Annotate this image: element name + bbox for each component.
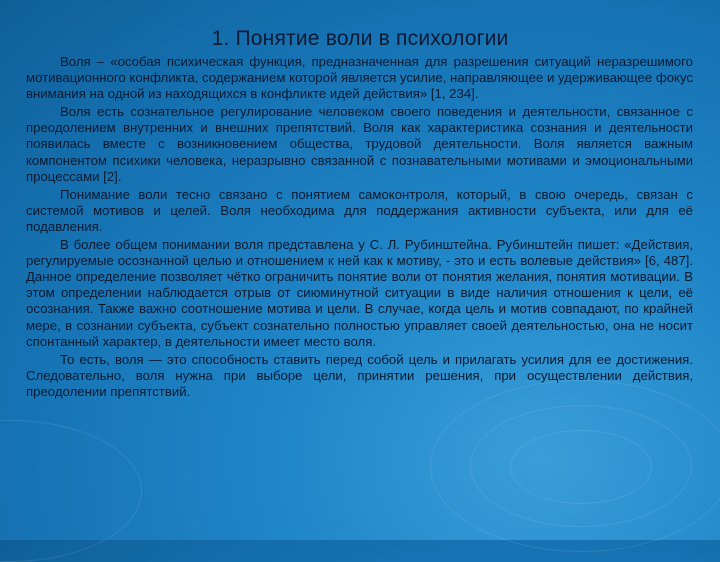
paragraph: Воля есть сознательное регулирование человеком своего поведения и деятельности, связанное с преодолением внутренних и внешних препятствий. Воля как характеристика сознания и деятельности появилась вместе с возникновением общества, трудовой деятельности. Воля является важным компонентом психики человека, неразрывно связанной с познавательными мотивами и эмоциональными процессами [2]. <box>26 104 693 184</box>
paragraph: Понимание воли тесно связано с понятием самоконтроля, который, в свою очередь, связан с системой мотивов и целей. Воля необходима для поддержания активности субъекта, или для её подавления. <box>26 186 693 234</box>
paragraph: То есть, воля — это способность ставить перед собой цель и прилагать усилия для ее достижения. Следовательно, воля нужна при выборе цели, принятии решения, при осуществлении действия, преодолении препятствий. <box>26 351 693 399</box>
slide-body <box>26 54 693 402</box>
background-ripple <box>510 430 652 504</box>
background-ripple <box>0 420 142 562</box>
paragraph: В более общем понимании воля представлена у С. Л. Рубинштейна. Рубинштейн пишет: «Действия, регулируемые осознанной целью и отношением к ней как к мотиву, - это и есть волевые действия» [6, 487]. Данное определение позволяет чётко ограничить понятие воли от понятия желания, понятия мотивации. В этом определении наблюдается отрыв от сиюминутной ситуации в виде наличия отношения к цели, её осознания. Также важно соотношение мотива и цели. В случае, когда цель и мотив совпадают, по крайней мере, в сознании субъекта, субъект сознательно полностью управляет своей деятельностью, она не носит спонтанный характер, в деятельности имеет место воля. <box>26 237 693 349</box>
slide-title: 1. Понятие воли в психологии <box>211 27 509 50</box>
paragraph: Воля – «особая психическая функция, предназначенная для разрешения ситуаций неразрешимого мотивационного конфликта, содержанием которой является усилие, направляющее и удерживающее фокус внимания на одной из находящихся в конфликте идей действия» [1, 234]. <box>26 54 693 102</box>
